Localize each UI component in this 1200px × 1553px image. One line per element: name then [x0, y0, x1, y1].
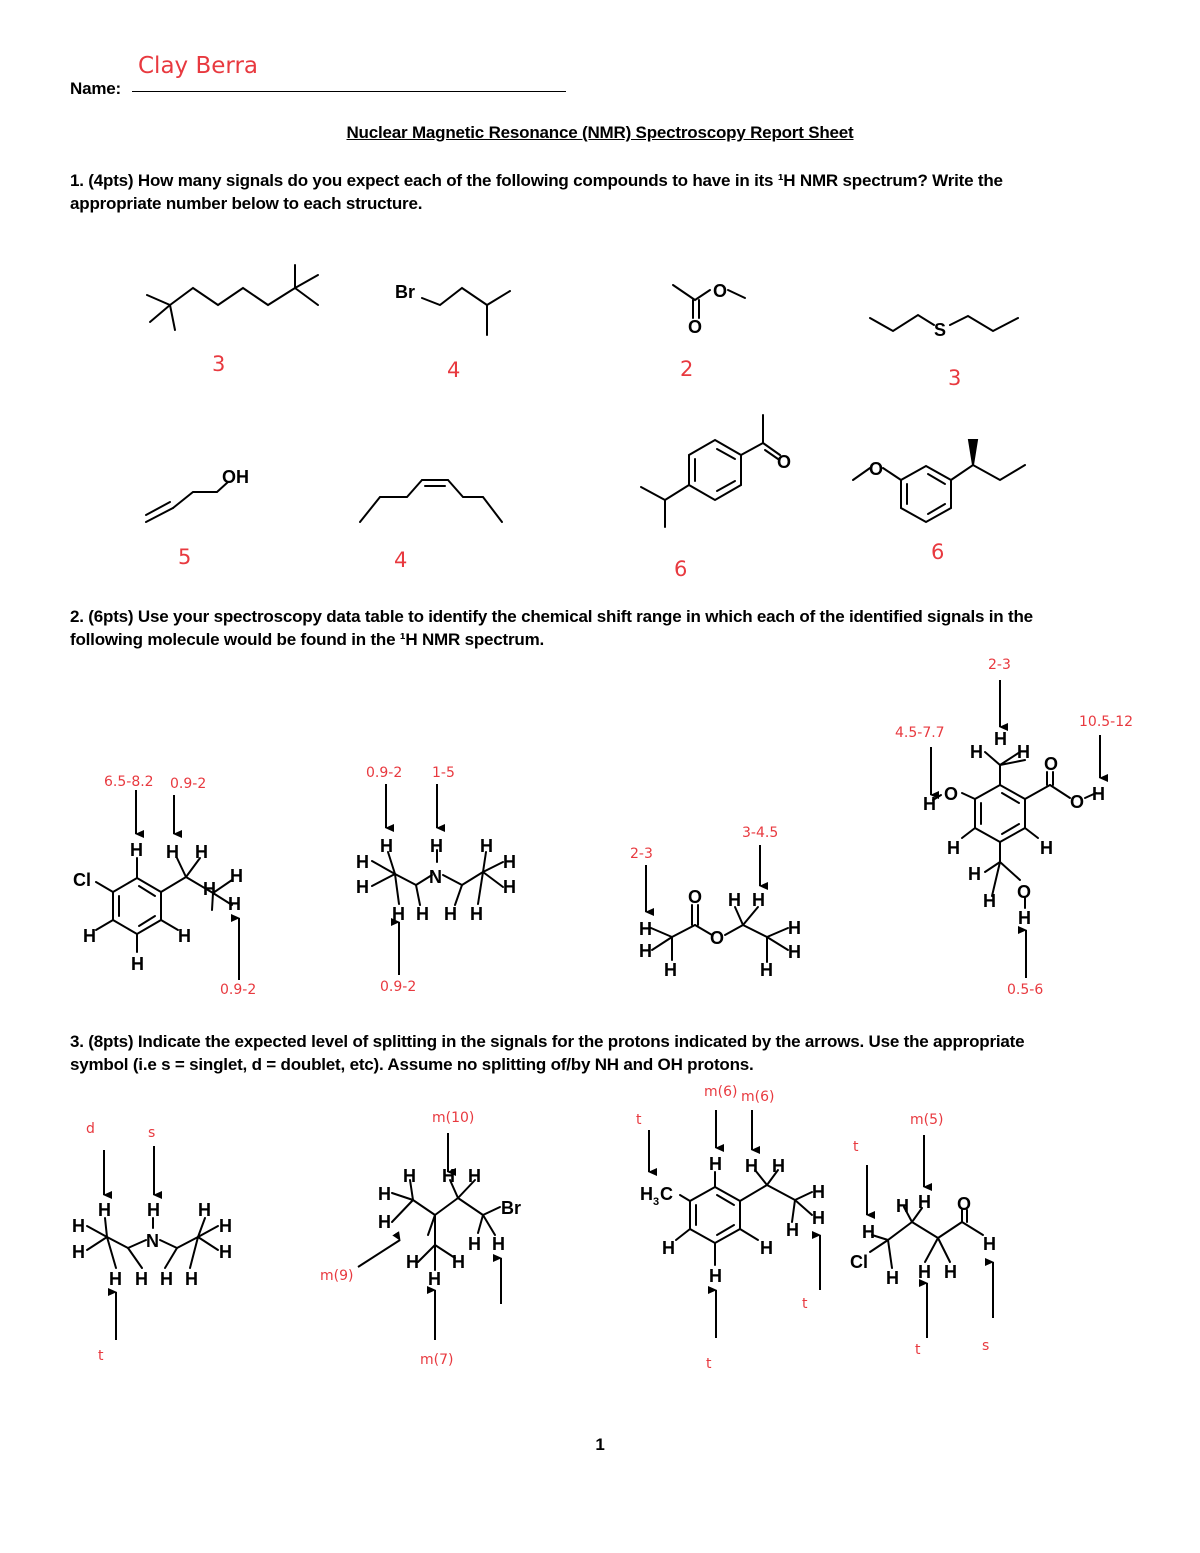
svg-text:H: H	[468, 1234, 481, 1254]
svg-text:H: H	[166, 842, 179, 862]
q1-structure-1	[147, 265, 318, 330]
q3-mol4-split-4: s	[982, 1338, 990, 1354]
svg-text:H: H	[480, 836, 493, 856]
svg-text:H: H	[1092, 784, 1105, 804]
q2-mol1-shift-3: 0.9-2	[220, 982, 257, 998]
q1-structure-6	[360, 480, 502, 522]
q2-prompt-line2: following molecule would be found in the ¹H NMR spectrum.	[70, 630, 545, 649]
svg-text:H: H	[219, 1242, 232, 1262]
svg-text:H: H	[760, 1238, 773, 1258]
q3-mol2-split-3: m(7)	[420, 1352, 454, 1368]
svg-text:O: O	[710, 928, 725, 948]
svg-text:H: H	[503, 852, 516, 872]
svg-text:H: H	[812, 1208, 825, 1228]
q2-mol4-shift-2: 4.5-7.7	[895, 725, 945, 741]
svg-text:H: H	[178, 926, 191, 946]
q3-mol2-split-2: m(9)	[320, 1268, 354, 1284]
svg-text:H: H	[1018, 908, 1031, 928]
svg-text:H: H	[788, 918, 801, 938]
svg-text:O: O	[1044, 754, 1059, 774]
svg-text:H: H	[492, 1234, 505, 1254]
q3-mol3-split-1: m(6)	[704, 1084, 738, 1100]
svg-text:H: H	[468, 1166, 481, 1186]
svg-text:H: H	[430, 836, 443, 856]
svg-text:O: O	[713, 281, 728, 301]
svg-text:H: H	[728, 890, 741, 910]
svg-text:H: H	[639, 919, 652, 939]
q1-prompt-line1: 1. (4pts) How many signals do you expect each of the following compounds to have in its ¹H NMR spectrum? Write the	[70, 171, 1003, 190]
svg-text:H: H	[406, 1252, 419, 1272]
q3-mol3-split-4: t	[706, 1356, 712, 1372]
svg-text:H: H	[812, 1182, 825, 1202]
svg-text:H: H	[83, 926, 96, 946]
svg-text:H: H	[503, 877, 516, 897]
q2-prompt-line1: 2. (6pts) Use your spectroscopy data table to identify the chemical shift range in which each of the identified signals in the	[70, 607, 1033, 626]
svg-text:H: H	[983, 891, 996, 911]
arrows	[104, 680, 1100, 1340]
q3-mol4-split-1: m(5)	[910, 1112, 944, 1128]
q2-mol2-shift-2: 1-5	[432, 765, 455, 781]
svg-text:H: H	[392, 904, 405, 924]
svg-text:Cl: Cl	[850, 1252, 868, 1272]
svg-text:Cl: Cl	[73, 870, 91, 890]
q1-answer-7: 6	[674, 557, 688, 581]
q3-mol3-split-5: t	[802, 1296, 808, 1312]
svg-text:O: O	[1070, 792, 1085, 812]
svg-text:H: H	[428, 1269, 441, 1289]
svg-text:N: N	[146, 1231, 159, 1251]
q2-mol2-shift-3: 0.9-2	[380, 979, 417, 995]
svg-text:H: H	[72, 1242, 85, 1262]
svg-text:H: H	[918, 1192, 931, 1212]
svg-text:H: H	[470, 904, 483, 924]
svg-text:O: O	[1017, 882, 1032, 902]
svg-text:H: H	[135, 1269, 148, 1289]
q2-structure-4	[933, 752, 1096, 908]
svg-text:H: H	[896, 1196, 909, 1216]
svg-text:3: 3	[653, 1196, 660, 1208]
svg-text:H: H	[918, 1262, 931, 1282]
svg-text:H: H	[786, 1220, 799, 1240]
svg-text:H: H	[944, 1262, 957, 1282]
svg-text:H: H	[970, 742, 983, 762]
q2-mol4-shift-3: 10.5-12	[1079, 714, 1134, 730]
svg-text:H: H	[788, 942, 801, 962]
svg-text:H: H	[160, 1269, 173, 1289]
svg-text:H: H	[772, 1156, 785, 1176]
svg-text:H: H	[1040, 838, 1053, 858]
svg-text:H: H	[378, 1184, 391, 1204]
q3-structure-4	[870, 1207, 983, 1268]
svg-text:H: H	[356, 877, 369, 897]
svg-text:H: H	[185, 1269, 198, 1289]
svg-text:H: H	[230, 866, 243, 886]
svg-text:H: H	[198, 1200, 211, 1220]
q2-mol4-shift-4: 0.5-6	[1007, 982, 1044, 998]
svg-text:H: H	[968, 864, 981, 884]
q2-mol3-shift-2: 3-4.5	[742, 825, 779, 841]
svg-text:H: H	[228, 894, 241, 914]
q3-mol4-split-2: t	[853, 1139, 859, 1155]
atom-labels	[72, 281, 1105, 1289]
svg-text:H: H	[403, 1166, 416, 1186]
svg-text:H: H	[444, 904, 457, 924]
page-title: Nuclear Magnetic Resonance (NMR) Spectroscopy Report Sheet	[346, 123, 854, 142]
q1-answer-1: 3	[212, 352, 226, 376]
svg-text:H: H	[98, 1200, 111, 1220]
q3-mol3-split-2: m(6)	[741, 1089, 775, 1105]
svg-text:H: H	[664, 960, 677, 980]
svg-text:H: H	[1017, 742, 1030, 762]
q2-structure-1	[96, 858, 232, 952]
svg-text:H: H	[356, 852, 369, 872]
q1-answer-5: 5	[178, 545, 192, 569]
q3-mol3-split-3: t	[636, 1112, 642, 1128]
q2-mol3-shift-1: 2-3	[630, 846, 653, 862]
svg-text:H: H	[947, 838, 960, 858]
svg-text:O: O	[957, 1194, 972, 1214]
page-number: 1	[595, 1435, 605, 1454]
svg-text:Br: Br	[395, 282, 416, 302]
svg-text:O: O	[688, 887, 703, 907]
svg-text:S: S	[934, 320, 947, 340]
q3-mol4-split-3: t	[915, 1342, 921, 1358]
q3-mol1-split-3: t	[98, 1348, 104, 1364]
q2-mol2-shift-1: 0.9-2	[366, 765, 403, 781]
svg-text:H: H	[442, 1166, 455, 1186]
svg-text:H: H	[662, 1238, 675, 1258]
name-label: Name:	[70, 79, 121, 98]
svg-text:H: H	[994, 729, 1007, 749]
svg-text:H: H	[109, 1269, 122, 1289]
svg-text:H: H	[760, 960, 773, 980]
svg-text:N: N	[429, 867, 442, 887]
student-name: Clay Berra	[138, 53, 258, 79]
q3-prompt-line2: symbol (i.e s = singlet, d = doublet, etc). Assume no splitting of/by NH and OH protons.	[70, 1055, 754, 1074]
svg-text:O: O	[688, 317, 703, 337]
svg-text:H: H	[886, 1268, 899, 1288]
q2-mol1-shift-1: 6.5-8.2	[104, 774, 154, 790]
svg-text:H: H	[983, 1234, 996, 1254]
svg-text:H: H	[203, 879, 216, 899]
svg-text:O: O	[944, 784, 959, 804]
q1-answer-4: 3	[948, 366, 962, 390]
q1-structure-2	[422, 288, 510, 335]
svg-text:H: H	[147, 1200, 160, 1220]
q1-answer-2: 4	[447, 358, 461, 382]
svg-text:C: C	[660, 1184, 673, 1204]
svg-text:H: H	[709, 1266, 722, 1286]
svg-text:H: H	[72, 1216, 85, 1236]
svg-text:H: H	[452, 1252, 465, 1272]
q1-structure-7	[641, 415, 780, 527]
svg-text:H: H	[862, 1222, 875, 1242]
svg-text:H: H	[923, 794, 936, 814]
svg-text:H: H	[745, 1156, 758, 1176]
q1-prompt-line2: appropriate number below to each structure.	[70, 194, 423, 213]
q3-mol2-split-1: m(10)	[432, 1110, 475, 1126]
svg-text:H: H	[219, 1216, 232, 1236]
svg-text:H: H	[130, 840, 143, 860]
svg-text:H: H	[378, 1212, 391, 1232]
svg-text:O: O	[869, 459, 884, 479]
svg-text:H: H	[380, 836, 393, 856]
svg-text:H: H	[752, 890, 765, 910]
svg-text:H: H	[131, 954, 144, 974]
q3-prompt-line1: 3. (8pts) Indicate the expected level of splitting in the signals for the protons indicated by the arrows. Use the appropriate	[70, 1032, 1025, 1051]
q1-answer-6: 4	[394, 548, 408, 572]
svg-text:H: H	[416, 904, 429, 924]
svg-text:O: O	[777, 452, 792, 472]
svg-text:H: H	[195, 842, 208, 862]
svg-text:Br: Br	[501, 1198, 522, 1218]
svg-text:OH: OH	[222, 467, 249, 487]
q1-structure-8	[853, 440, 1025, 522]
svg-text:H: H	[639, 941, 652, 961]
svg-text:H: H	[709, 1154, 722, 1174]
q1-structure-3	[673, 285, 745, 318]
svg-text:H: H	[640, 1184, 653, 1204]
q3-mol1-split-2: s	[148, 1125, 156, 1141]
q1-answer-8: 6	[931, 540, 945, 564]
q3-mol1-split-1: d	[86, 1121, 95, 1137]
q1-answer-3: 2	[680, 357, 694, 381]
q2-mol4-shift-1: 2-3	[988, 657, 1011, 673]
q2-mol1-shift-2: 0.9-2	[170, 776, 207, 792]
q3-structure-3	[676, 1170, 812, 1265]
q1-structure-5	[146, 482, 228, 522]
